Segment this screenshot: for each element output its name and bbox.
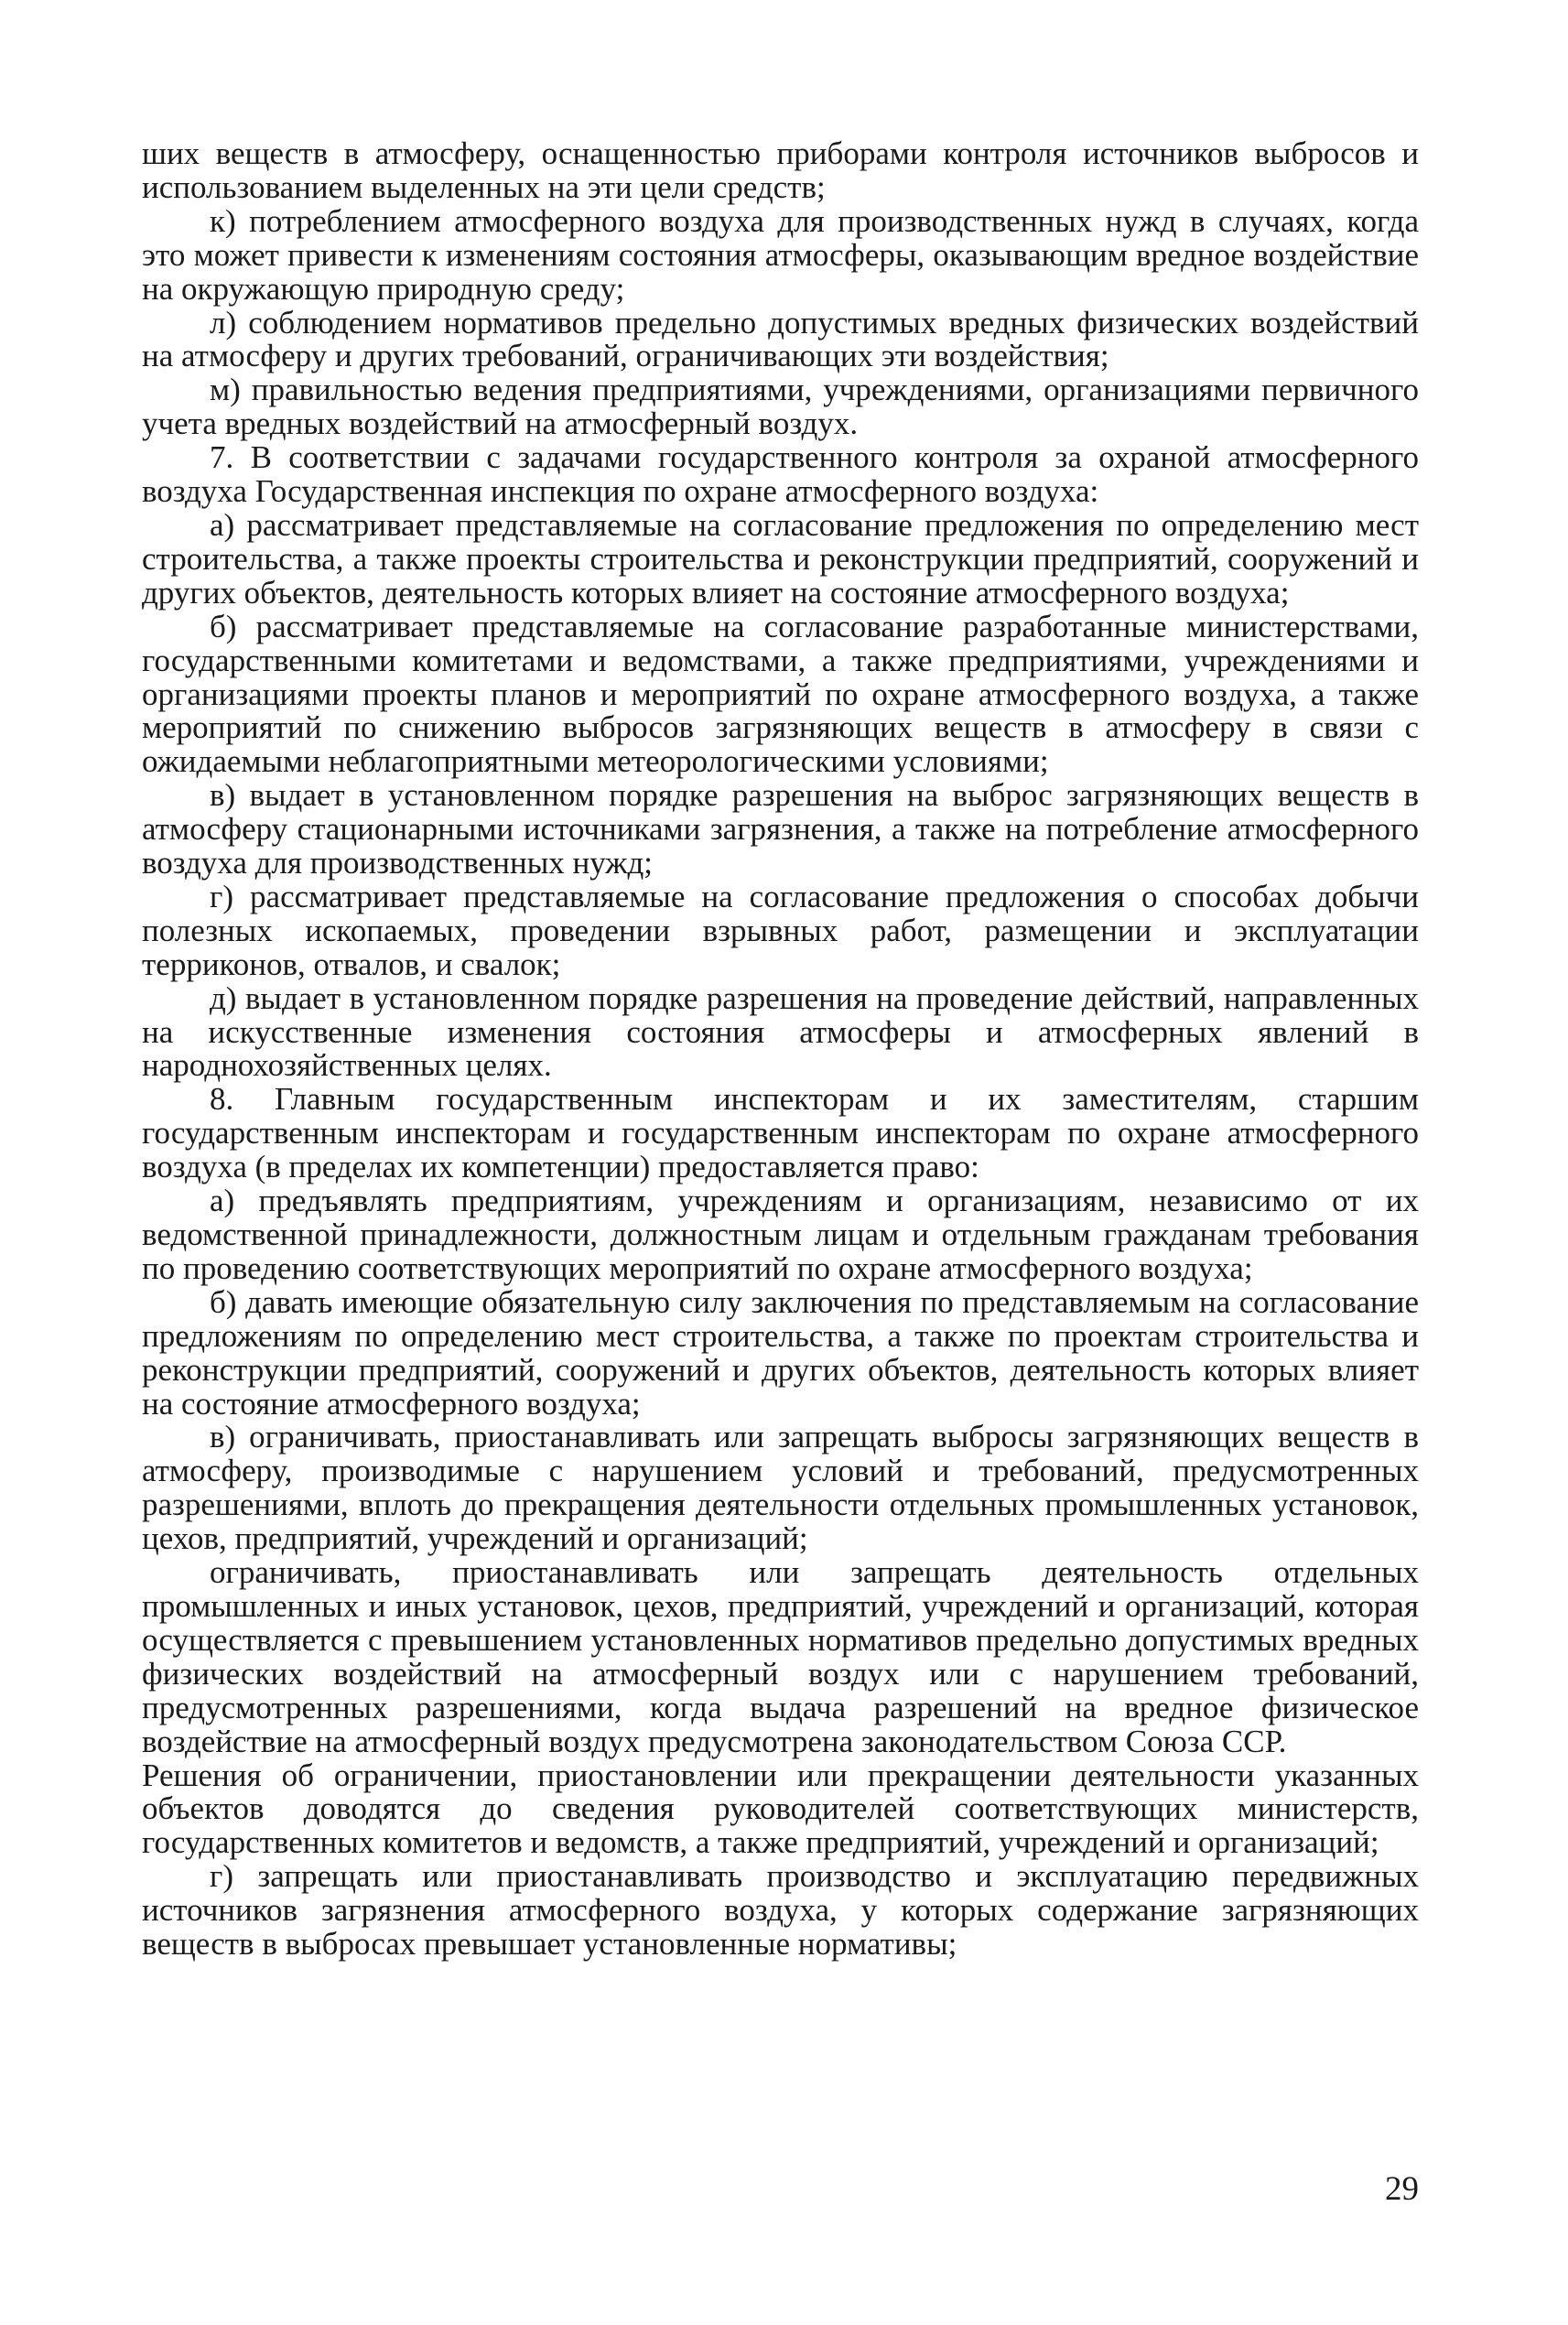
paragraph-8g: г) запрещать или приостанавливать производство и эксплуатацию передвижных источников загрязнения атмосферного воздуха, у которых содержание загрязняющих веществ в выбросах превышает установленные нормативы; bbox=[142, 1858, 1419, 1963]
paragraph-item-k: к) потреблением атмосферного воздуха для производственных нужд в случаях, когда это может привести к изменениям состояния атмосферы, оказывающим вредное воздействие на окружающую природную среду; bbox=[142, 202, 1419, 307]
paragraph-section-7: 7. В соответствии с задачами государственного контроля за охраной атмосферного воздуха Государственная инспекция по охране атмосферного воздуха: bbox=[142, 439, 1419, 510]
paragraph-7a: а) рассматривает представляемые на согласование предложения по определению мест строительства, а также проекты строительства и реконструкции предприятий, сооружений и других объектов, деятельность которых влияет на состояние атмосферного воздуха; bbox=[142, 506, 1419, 611]
paragraph-item-m: м) правильностью ведения предприятиями, учреждениями, организациями первичного учета вредных воздействий на атмосферный воздух. bbox=[142, 372, 1419, 442]
paragraph-decisions: Решения об ограничении, приостановлении или прекращении деятельности указанных объектов доводятся до сведения руководителей соответствующих министерств, государственных комитетов и ведомств, а также предприятий, учреждений и организаций; bbox=[142, 1757, 1419, 1861]
paragraph-8v: в) ограничивать, приостанавливать или запрещать выбросы загрязняющих веществ в атмосферу, производимые с нарушением условий и требований, предусмотренных разрешениями, вплоть до прекращения деятельности отдельных промышленных установок, цехов, предприятий, учреждений и организаций; bbox=[142, 1419, 1419, 1557]
paragraph-section-8: 8. Главным государственным инспекторам и их заместителям, старшим государственным инспекторам и государственным инспекторам по охране атмосферного воздуха (в пределах их компетенции) предоставляется право: bbox=[142, 1081, 1419, 1185]
paragraph-8v-cont: ограничивать, приостанавливать или запрещать деятельность отдельных промышленных и иных установок, цехов, предприятий, учреждений и организаций, которая осуществляется с превышением установленных нормативов предельно допустимых вредных физических воздействий на атмосферный воздух или с нарушением требований, предусмотренных разрешениями, когда выдача разрешений на вредное физическое воздействие на атмосферный воздух предусмотрена законодательством Союза ССР. bbox=[142, 1554, 1419, 1759]
paragraph-7d: д) выдает в установленном порядке разрешения на проведение действий, направленных на искусственные изменения состояния атмосферы и атмосферных явлений в народнохозяйственных целях. bbox=[142, 979, 1419, 1084]
body-text bbox=[142, 137, 1419, 1962]
paragraph-7b: б) рассматривает представляемые на согласование разработанные министерствами, государственными комитетами и ведомствами, а также предприятиями, учреждениями и организациями проекты планов и мероприятий по охране атмосферного воздуха, а также мероприятий по снижению выбросов загрязняющих веществ в атмосферу в связи с ожидаемыми неблагоприятными метеорологическими условиями; bbox=[142, 608, 1419, 780]
paragraph-8a: а) предъявлять предприятиям, учреждениям и организациям, независимо от их ведомственной принадлежности, должностным лицам и отдельным гражданам требования по проведению соответствующих мероприятий по охране атмосферного воздуха; bbox=[142, 1183, 1419, 1286]
paragraph-item-l: л) соблюдением нормативов предельно допустимых вредных физических воздействий на атмосферу и других требований, ограничивающих эти воздействия; bbox=[142, 304, 1419, 374]
paragraph-7g: г) рассматривает представляемые на согласование предложения о способах добычи полезных ископаемых, проведении взрывных работ, размещении и эксплуатации терриконов, отвалов, и свалок; bbox=[142, 878, 1419, 982]
paragraph-8b: б) давать имеющие обязательную силу заключения по представляемым на согласование предложениям по определению мест строительства, а также по проектам строительства и реконструкции предприятий, сооружений и других объектов, деятельность которых влияет на состояние атмосферного воздуха; bbox=[142, 1283, 1419, 1422]
page-number: 29 bbox=[1385, 2170, 1419, 2208]
paragraph-7v: в) выдает в установленном порядке разрешения на выброс загрязняющих веществ в атмосферу стационарными источниками загрязнения, а также на потребление атмосферного воздуха для производственных нужд; bbox=[142, 777, 1419, 881]
paragraph-continuation: ших веществ в атмосферу, оснащенностью приборами контроля источников выбросов и использованием выделенных на эти цели средств; bbox=[142, 135, 1419, 205]
